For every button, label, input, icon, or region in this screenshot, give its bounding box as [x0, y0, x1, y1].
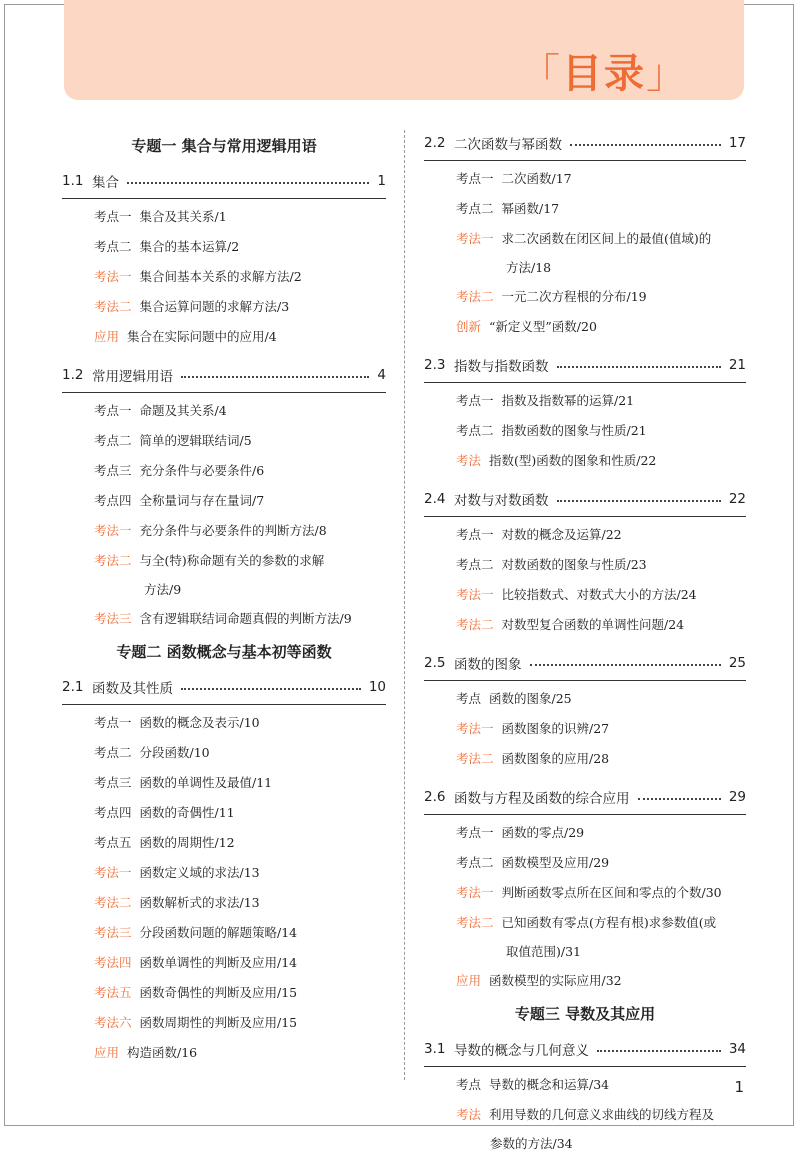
entry-label: 考法一	[94, 269, 132, 284]
toc-entry[interactable]	[424, 878, 746, 908]
dot-leader	[127, 182, 369, 184]
entry-text: 对数的概念及运算/22	[501, 527, 622, 542]
entry-label: 考法一	[456, 885, 494, 900]
entry-text-continued: 方法/9	[144, 582, 182, 597]
entry-text: 函数的图象/25	[489, 691, 572, 706]
entry-label: 考法四	[94, 955, 132, 970]
page-title: 「目录」	[520, 51, 688, 97]
toc-entry-list	[62, 202, 386, 352]
toc-entry[interactable]	[424, 520, 746, 550]
entry-label: 应用	[94, 1045, 120, 1060]
entry-text: 对数函数的图象与性质/23	[501, 557, 647, 572]
toc-entry-list	[62, 708, 386, 1068]
toc-entry[interactable]	[62, 396, 386, 426]
toc-section[interactable]	[424, 350, 746, 383]
toc-entry[interactable]	[424, 848, 746, 878]
entry-label: 考法三	[94, 611, 132, 626]
toc-entry[interactable]	[424, 714, 746, 744]
entry-label: 考点二	[456, 201, 494, 216]
entry-text: 指数及指数幂的运算/21	[501, 393, 635, 408]
toc-entry[interactable]	[62, 262, 386, 292]
dot-leader	[557, 366, 721, 368]
entry-label: 考法三	[94, 925, 132, 940]
toc-entry[interactable]	[62, 456, 386, 486]
section-page: 29	[728, 789, 746, 805]
dot-leader	[181, 376, 369, 378]
dot-leader	[530, 664, 721, 666]
toc-entry[interactable]	[424, 282, 746, 312]
entry-label: 考点三	[94, 775, 132, 790]
entry-label: 考法	[456, 453, 482, 468]
entry-label: 考点一	[94, 715, 132, 730]
entry-text: 函数定义域的求法/13	[139, 865, 260, 880]
entry-label: 考法五	[94, 985, 132, 1000]
section-page: 17	[728, 135, 746, 151]
section-number: 1.2	[62, 367, 84, 383]
section-title: 对数与对数函数	[454, 493, 549, 509]
entry-text: 集合运算问题的求解方法/3	[139, 299, 290, 314]
entry-text: 函数周期性的判断及应用/15	[139, 1015, 298, 1030]
section-page: 1	[377, 173, 386, 189]
toc-entry[interactable]	[424, 416, 746, 446]
toc-entry[interactable]	[62, 708, 386, 738]
entry-text: 函数的奇偶性/11	[139, 805, 235, 820]
section-title: 函数及其性质	[92, 681, 173, 697]
toc-entry[interactable]	[62, 546, 386, 604]
entry-text: 函数的单调性及最值/11	[139, 775, 273, 790]
toc-entry[interactable]	[424, 1100, 746, 1158]
entry-text: 集合及其关系/1	[139, 209, 227, 224]
section-number: 2.5	[424, 655, 446, 671]
section-page: 34	[728, 1041, 746, 1057]
entry-text: 函数模型的实际应用/32	[489, 973, 622, 988]
entry-label: 考点二	[94, 745, 132, 760]
toc-section[interactable]	[62, 360, 386, 393]
topic-heading: 专题二 函数概念与基本初等函数	[116, 643, 332, 661]
toc-entry-list	[424, 164, 746, 342]
entry-label: 考法二	[456, 289, 494, 304]
topic-heading: 专题一 集合与常用逻辑用语	[131, 137, 317, 155]
entry-text: 函数解析式的求法/13	[139, 895, 260, 910]
section-number: 2.2	[424, 135, 446, 151]
entry-label: 考点二	[456, 855, 494, 870]
section-number: 2.3	[424, 357, 446, 373]
entry-label: 考法二	[456, 617, 494, 632]
entry-label: 考法一	[456, 587, 494, 602]
toc-entry-list	[424, 1070, 746, 1158]
toc-section[interactable]	[424, 128, 746, 161]
section-number: 2.1	[62, 679, 84, 695]
entry-text: 幂函数/17	[501, 201, 560, 216]
entry-label: 考点一	[94, 209, 132, 224]
section-number: 2.4	[424, 491, 446, 507]
toc-entry[interactable]	[62, 948, 386, 978]
section-title: 常用逻辑用语	[92, 369, 173, 385]
toc-entry-list	[424, 520, 746, 640]
entry-label: 考法一	[94, 523, 132, 538]
toc-entry[interactable]	[424, 744, 746, 774]
toc-entry[interactable]	[424, 312, 746, 342]
section-title: 二次函数与幂函数	[454, 137, 562, 153]
entry-label: 考点一	[94, 403, 132, 418]
entry-text: 充分条件与必要条件的判断方法/8	[139, 523, 327, 538]
toc-entry[interactable]	[424, 194, 746, 224]
entry-text: 判断函数零点所在区间和零点的个数/30	[501, 885, 722, 900]
toc-entry-list	[424, 818, 746, 996]
entry-label: 考法一	[456, 231, 494, 246]
toc-entry[interactable]	[62, 828, 386, 858]
toc-entry[interactable]	[62, 516, 386, 546]
entry-text: 函数图象的应用/28	[501, 751, 610, 766]
section-title: 指数与指数函数	[454, 359, 549, 375]
entry-label: 考点一	[456, 171, 494, 186]
section-page: 25	[728, 655, 746, 671]
toc-section[interactable]	[62, 166, 386, 199]
toc-section[interactable]	[424, 484, 746, 517]
toc-entry[interactable]	[62, 202, 386, 232]
entry-label: 考法	[456, 1107, 482, 1122]
entry-label: 考法二	[456, 915, 494, 930]
dot-leader	[570, 144, 721, 146]
toc-entry[interactable]	[424, 386, 746, 416]
toc-entry[interactable]	[62, 738, 386, 768]
toc-entry[interactable]	[62, 798, 386, 828]
entry-label: 考法六	[94, 1015, 132, 1030]
entry-text: 已知函数有零点(方程有根)求参数值(或	[501, 915, 717, 930]
entry-text-continued: 方法/18	[506, 260, 552, 275]
toc-entry-list	[424, 386, 746, 476]
entry-text: 求二次函数在闭区间上的最值(值域)的	[501, 231, 712, 246]
entry-label: 考点二	[456, 423, 494, 438]
entry-text: 构造函数/16	[127, 1045, 198, 1060]
entry-text-continued: 取值范围)/31	[506, 944, 581, 959]
entry-label: 考点二	[94, 433, 132, 448]
entry-text: 与全(特)称命题有关的参数的求解	[139, 553, 325, 568]
section-title: 集合	[92, 175, 119, 191]
entry-label: 考法二	[456, 751, 494, 766]
entry-text: 函数图象的识辨/27	[501, 721, 610, 736]
section-page: 22	[728, 491, 746, 507]
topic-heading: 专题三 导数及其应用	[514, 1005, 656, 1023]
dot-leader	[181, 688, 361, 690]
entry-text: 利用导数的几何意义求曲线的切线方程及	[489, 1107, 715, 1122]
entry-label: 考点三	[94, 463, 132, 478]
entry-text: 二次函数/17	[501, 171, 572, 186]
entry-label: 应用	[456, 973, 482, 988]
entry-text: 分段函数/10	[139, 745, 210, 760]
toc-entry[interactable]	[424, 684, 746, 714]
toc-section[interactable]	[424, 782, 746, 815]
entry-text: 比较指数式、对数式大小的方法/24	[501, 587, 697, 602]
entry-text: 指数(型)函数的图象和性质/22	[489, 453, 657, 468]
entry-label: 考点	[456, 1077, 482, 1092]
dot-leader	[638, 798, 721, 800]
toc-entry[interactable]	[424, 966, 746, 996]
section-page: 21	[728, 357, 746, 373]
toc-entry[interactable]	[424, 580, 746, 610]
toc-entry[interactable]	[424, 164, 746, 194]
toc-entry[interactable]	[424, 224, 746, 282]
toc-entry-list	[62, 396, 386, 634]
toc-entry[interactable]	[424, 1070, 746, 1100]
toc-entry[interactable]	[424, 446, 746, 476]
entry-label: 考法二	[94, 895, 132, 910]
entry-label: 考法一	[456, 721, 494, 736]
entry-label: 考点四	[94, 493, 132, 508]
toc-entry[interactable]	[62, 232, 386, 262]
toc-entry[interactable]	[62, 888, 386, 918]
entry-text: “新定义型”函数/20	[489, 319, 597, 334]
section-title: 函数的图象	[454, 657, 522, 673]
entry-text: 简单的逻辑联结词/5	[139, 433, 252, 448]
toc-entry[interactable]	[62, 322, 386, 352]
header-banner	[64, 0, 744, 100]
toc-entry[interactable]	[62, 426, 386, 456]
section-title: 导数的概念与几何意义	[454, 1043, 589, 1059]
toc-entry[interactable]	[62, 486, 386, 516]
section-number: 2.6	[424, 789, 446, 805]
entry-label: 考点一	[456, 527, 494, 542]
toc-entry[interactable]	[62, 292, 386, 322]
entry-text: 全称量词与存在量词/7	[139, 493, 265, 508]
entry-text: 函数的零点/29	[501, 825, 585, 840]
section-number: 3.1	[424, 1041, 446, 1057]
toc-entry[interactable]	[62, 918, 386, 948]
page-number: 1	[734, 1078, 744, 1096]
entry-label: 考法二	[94, 553, 132, 568]
entry-label: 考法二	[94, 299, 132, 314]
toc-left-column	[62, 128, 386, 1068]
entry-text: 对数型复合函数的单调性问题/24	[501, 617, 685, 632]
entry-text-continued: 参数的方法/34	[490, 1136, 573, 1151]
entry-text: 函数单调性的判断及应用/14	[139, 955, 298, 970]
entry-label: 考点一	[456, 393, 494, 408]
toc-entry[interactable]	[424, 610, 746, 640]
entry-label: 创新	[456, 319, 482, 334]
toc-entry[interactable]	[424, 908, 746, 966]
toc-section[interactable]	[424, 648, 746, 681]
toc-entry[interactable]	[62, 978, 386, 1008]
toc-entry[interactable]	[424, 818, 746, 848]
entry-text: 函数的周期性/12	[139, 835, 235, 850]
entry-text: 函数的概念及表示/10	[139, 715, 260, 730]
entry-text: 含有逻辑联结词命题真假的判断方法/9	[139, 611, 352, 626]
toc-section[interactable]	[424, 1034, 746, 1067]
entry-text: 分段函数问题的解题策略/14	[139, 925, 298, 940]
entry-text: 充分条件与必要条件/6	[139, 463, 265, 478]
toc-right-column	[424, 128, 746, 1158]
entry-label: 考点一	[456, 825, 494, 840]
toc-entry[interactable]	[62, 768, 386, 798]
toc-section[interactable]	[62, 672, 386, 705]
entry-text: 集合间基本关系的求解方法/2	[139, 269, 302, 284]
entry-label: 考点二	[456, 557, 494, 572]
entry-label: 考点	[456, 691, 482, 706]
entry-text: 命题及其关系/4	[139, 403, 227, 418]
section-title: 函数与方程及函数的综合应用	[454, 791, 630, 807]
entry-label: 考点四	[94, 805, 132, 820]
entry-label: 考点五	[94, 835, 132, 850]
dot-leader	[597, 1050, 721, 1052]
toc-entry[interactable]	[424, 550, 746, 580]
section-number: 1.1	[62, 173, 84, 189]
section-page: 10	[368, 679, 386, 695]
entry-label: 应用	[94, 329, 120, 344]
entry-label: 考点二	[94, 239, 132, 254]
column-divider	[404, 130, 405, 1080]
entry-text: 函数模型及应用/29	[501, 855, 610, 870]
toc-entry[interactable]	[62, 604, 386, 634]
entry-text: 函数奇偶性的判断及应用/15	[139, 985, 298, 1000]
entry-label: 考法一	[94, 865, 132, 880]
section-page: 4	[377, 367, 386, 383]
toc-entry[interactable]	[62, 858, 386, 888]
entry-text: 集合的基本运算/2	[139, 239, 240, 254]
toc-entry[interactable]	[62, 1038, 386, 1068]
dot-leader	[557, 500, 721, 502]
toc-entry-list	[424, 684, 746, 774]
toc-entry[interactable]	[62, 1008, 386, 1038]
entry-text: 导数的概念和运算/34	[489, 1077, 610, 1092]
entry-text: 一元二次方程根的分布/19	[501, 289, 647, 304]
entry-text: 集合在实际问题中的应用/4	[127, 329, 277, 344]
entry-text: 指数函数的图象与性质/21	[501, 423, 647, 438]
